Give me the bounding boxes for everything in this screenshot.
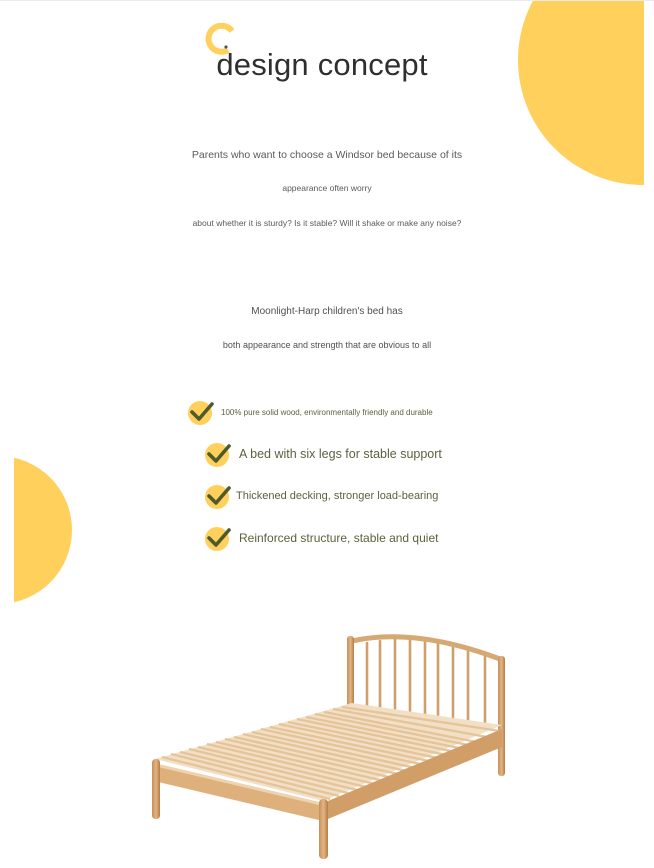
check-circle-icon [204,524,232,552]
feature-item [204,440,442,468]
left-margin [0,441,14,621]
design-concept-section [0,1,644,868]
check-circle-icon [187,398,215,426]
intro-line-2: appearance often worry [282,183,372,193]
page-title: design concept [216,47,428,82]
check-circle-icon [204,482,232,510]
feature-item [204,524,438,552]
statement-line-1: Moonlight-Harp children's bed has [251,306,403,317]
statement-line-2: both appearance and strength that are obvious to all [222,340,432,350]
intro-line-1: Parents who want to choose a Windsor bed because of its [191,149,463,161]
feature-item [204,482,438,510]
wooden-windsor-bed-image [140,621,520,868]
check-circle-icon [204,440,232,468]
feature-item [187,398,433,426]
feature-label: Thickened decking, stronger load-bearing [236,490,439,502]
intro-line-3: about whether it is sturdy? Is it stable? Will it shake or make any noise? [192,218,462,228]
feature-label: A bed with six legs for stable support [239,447,442,461]
feature-label: 100% pure solid wood, environmentally friendly and durable [221,407,433,417]
feature-label: Reinforced structure, stable and quiet [239,531,439,545]
